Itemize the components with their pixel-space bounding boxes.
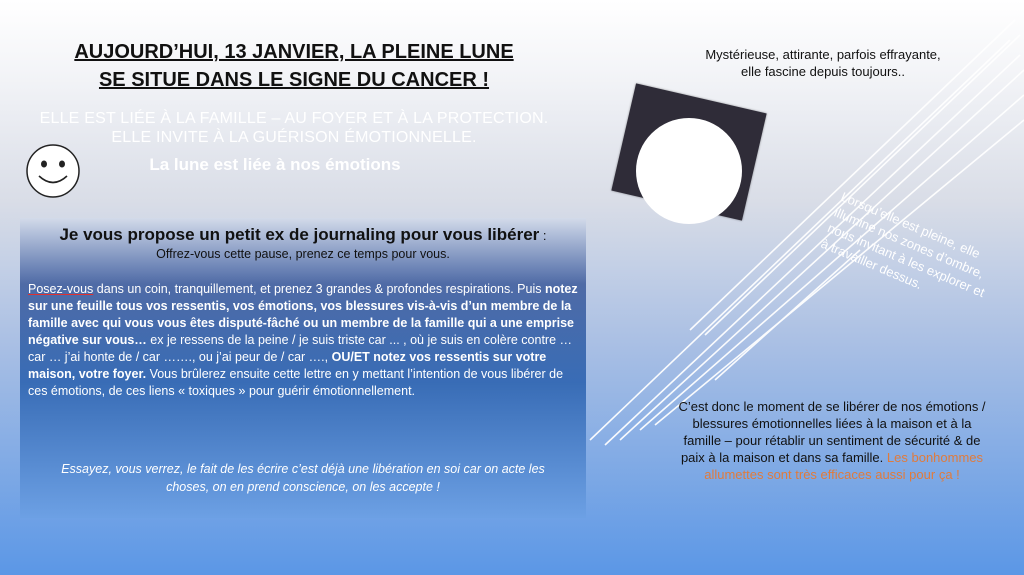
subtitle-line-1: ELLE EST LIÉE À LA FAMILLE – AU FOYER ET À LA PROTECTION. xyxy=(39,110,549,127)
liberation-main: C’est donc le moment de se libérer de nos émotions / blessures émotionnelles liées à la maison et à la famille – pour rétablir un sentiment de sécurité & de paix à la maison et dans sa famille. xyxy=(678,399,986,465)
journaling-heading xyxy=(20,225,586,245)
instructions-part-b: ex je ressens de la peine / je suis triste car ... , où je suis en colère contre … car … j’ai honte de / car ……., ou j’ai peur de / car …., xyxy=(28,333,572,364)
mysterious-line-2: elle fascine depuis toujours.. xyxy=(740,64,906,79)
journaling-subheading: Offrez-vous cette pause, prenez ce temps pour vous. xyxy=(156,247,450,261)
journaling-heading-colon: : xyxy=(539,228,547,243)
instructions-part-c: Vous brûlerez ensuite cette lettre en y mettant l’intention de vous libérer de ces émotions, de ces liens « toxiques » pour guérir émotionnellement. xyxy=(28,367,564,398)
title-line-2: SE SITUE DANS LE SIGNE DU CANCER ! xyxy=(98,69,490,91)
instructions-part-a: dans un coin, tranquillement, et prenez 3 grandes & profondes respirations. Puis xyxy=(93,282,545,296)
journaling-footer: Essayez, vous verrez, le fait de les écrire c’est déjà une libération en soi car on acte les choses, on en prend conscience, on les accepte ! xyxy=(61,462,545,494)
emotions-caption: La lune est liée à nos émotions xyxy=(149,155,401,174)
title-line-1: AUJOURD’HUI, 13 JANVIER, LA PLEINE LUNE xyxy=(74,41,514,63)
subtitle-line-2: ELLE INVITE À LA GUÉRISON ÉMOTIONNELLE. xyxy=(111,129,477,146)
journaling-box xyxy=(20,218,586,518)
full-moon-explanation: Lorsqu’elle est pleine, elle illumine nos zones d’ombre, nous invitant à les explorer et à travailler dessus. xyxy=(818,188,987,301)
instructions-bold-1: notez sur une feuille tous vos ressentis, vos émotions, vos blessures vis-à-vis d’un membre de la famille avec qui vous vous êtes disputé-fâché ou un membre de la famille qui a une emprise négative sur vous… xyxy=(28,282,578,347)
posez-vous-word: Posez-vous xyxy=(28,282,94,296)
journaling-instructions xyxy=(28,281,578,400)
liberation-text xyxy=(672,398,992,483)
instructions-bold-2: OU/ET notez vos ressentis sur votre maison, votre foyer. xyxy=(28,350,547,381)
liberation-orange-note: Les bonhommes allumettes sont très efficaces aussi pour ça ! xyxy=(704,450,984,482)
mysterious-line-1: Mystérieuse, attirante, parfois effrayante, xyxy=(705,47,941,62)
journaling-heading-text: Je vous propose un petit ex de journaling pour vous libérer xyxy=(59,225,540,244)
